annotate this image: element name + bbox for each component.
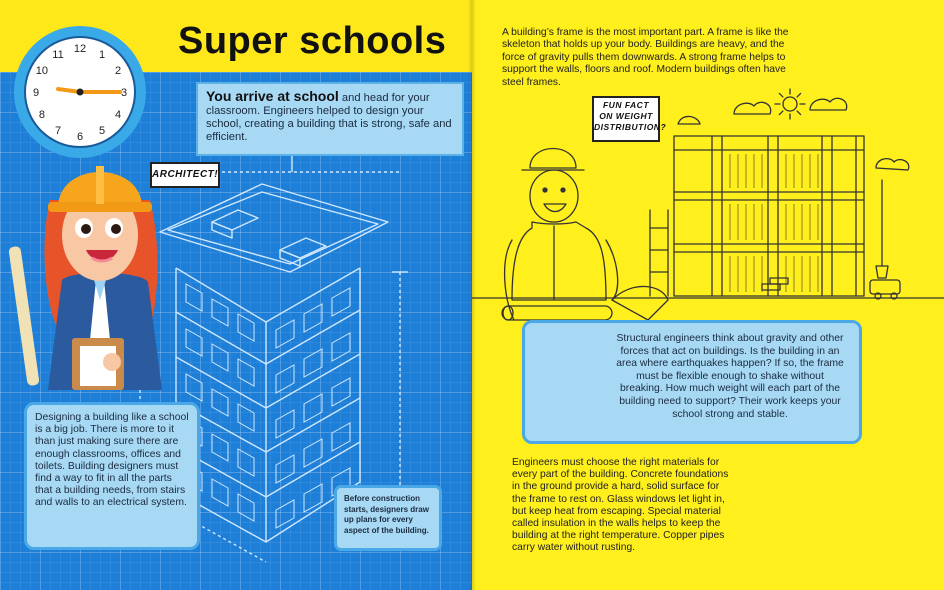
intro-body: and head for your classroom. Engineers helped to design your school, creating a building that is strong, safe and efficient.	[206, 92, 452, 143]
clock-numeral: 5	[98, 125, 106, 138]
intro-lead: You arrive at school	[206, 88, 339, 104]
clock-numeral: 11	[52, 48, 64, 61]
frame-paragraph: A building’s frame is the most important part. A frame is like the skeleton that holds up your body. Buildings are heavy, and the force of gravity pulls them downwards. A strong frame helps to support the walls, floors and roof. Modern buildings often have steel frames.	[502, 27, 789, 88]
clock-numeral: 10	[35, 65, 49, 77]
intro-text-box	[196, 82, 464, 156]
clock-numeral: 2	[115, 65, 122, 77]
clock-numeral: 9	[32, 87, 40, 99]
materials-paragraph: Engineers must choose the right materials for every part of the building. Concrete foundations in the ground provide a hard, solid surface for the frame to rest on. Glass windows let light in, but keep heat from escaping. Special material called insulation in the walls helps to keep the building at the right temperature. Copper pipes carry water without rusting.	[512, 457, 729, 554]
clock-numeral: 3	[120, 87, 128, 99]
fun-fact-line-3: DISTRIBUTION?	[594, 122, 667, 132]
page-title: Super schools	[178, 20, 447, 62]
designing-text-box: Designing a building like a school is a big job. There is more to it than just making sure there are enough classrooms, offices and toilets. Building designers must find a way to fit in all the parts that a building needs, from stairs and walls to an electrical system.	[24, 402, 200, 550]
plans-text-box: Before construction starts, designers draw up plans for every aspect of the building.	[334, 485, 442, 551]
fun-fact-line-1: FUN FACT	[602, 100, 650, 110]
fun-fact-line-2: ON WEIGHT	[599, 111, 653, 121]
architect-speech-bubble: ARCHITECT!	[150, 162, 220, 188]
structural-engineers-box: Structural engineers think about gravity and other forces that act on buildings. Is the building in an area where earthquakes happen? If so, the frame must be flexible enough to shake without breaking. How much weight will each part of the building need to support? Their work keeps your school strong and stable.	[522, 320, 862, 444]
clock-numeral: 7	[54, 125, 62, 138]
clock-numeral: 6	[76, 131, 84, 143]
clock-numeral: 1	[98, 48, 106, 61]
clock-numeral: 12	[73, 43, 87, 55]
fun-fact-speech-bubble	[592, 96, 667, 142]
clock-numeral: 8	[38, 109, 45, 121]
clock-numeral: 4	[115, 109, 122, 121]
